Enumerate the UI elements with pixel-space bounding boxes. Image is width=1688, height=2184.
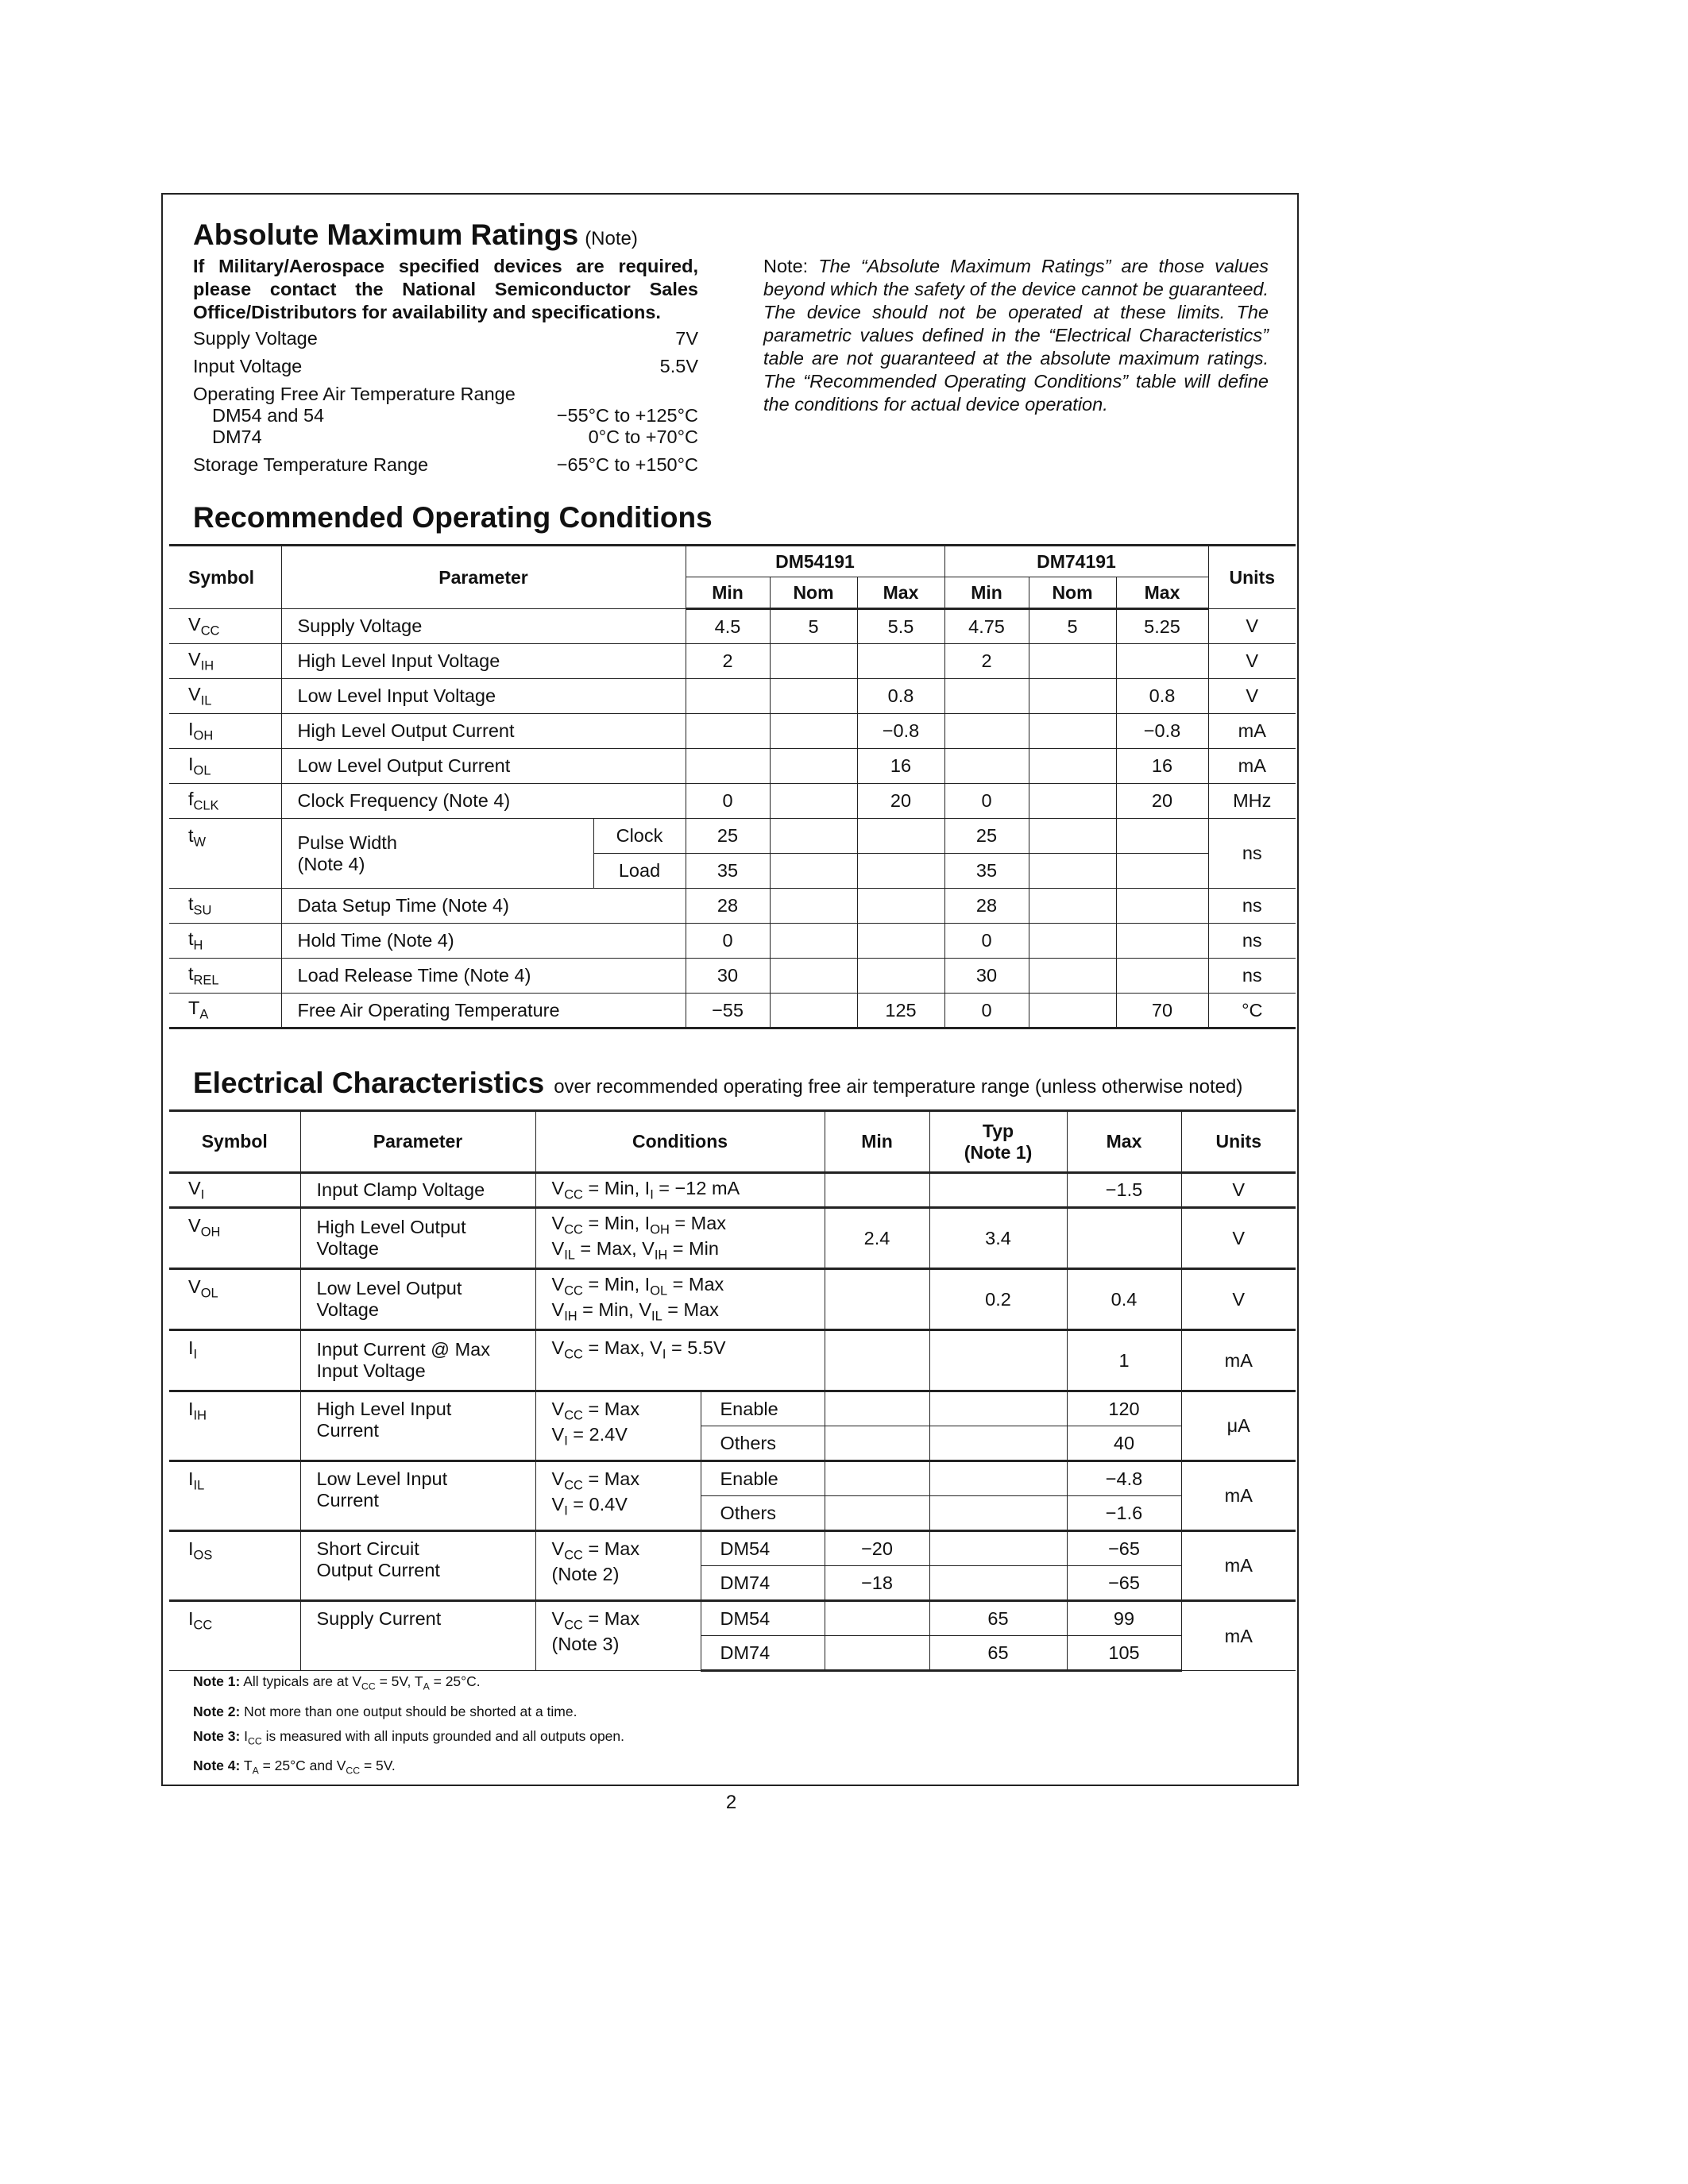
roc-title: Recommended Operating Conditions xyxy=(193,501,713,534)
parameter-cell: Low Level Input Current xyxy=(300,1461,535,1531)
parameter-cell: High Level Output Voltage xyxy=(300,1208,535,1269)
units-cell: μA xyxy=(1181,1391,1296,1461)
table-row xyxy=(169,1461,1296,1496)
min-cell xyxy=(825,1173,929,1208)
value-cell xyxy=(857,959,944,994)
value-cell: 28 xyxy=(686,889,770,924)
amr-title-note: (Note) xyxy=(585,228,638,249)
footnote: Note 2: Not more than one output should be shorted at a time. xyxy=(193,1703,577,1719)
roc-header-units: Units xyxy=(1208,546,1296,609)
max-cell: 120 xyxy=(1067,1391,1181,1426)
symbol-cell: $t_W$ xyxy=(169,819,281,889)
value-cell xyxy=(944,679,1029,714)
symbol-cell: $I_{CC}$ xyxy=(169,1601,300,1671)
min-cell: −18 xyxy=(825,1566,929,1601)
table-row xyxy=(169,1531,1296,1566)
footnote: Note 1: All typicals are at $V_{CC} = 5V$, $T_A = 25^\circ C$. xyxy=(193,1673,481,1692)
roc-header-nom: Nom xyxy=(770,577,857,609)
value-cell xyxy=(1029,889,1116,924)
amr-row: Operating Free Air Temperature Range xyxy=(193,384,516,404)
value-cell xyxy=(686,749,770,784)
value-cell xyxy=(1029,749,1116,784)
amr-row: DM54 and 54 −55°C to +125°C xyxy=(212,405,698,426)
conditions-cell: $V_{CC}$ = Min, $I_{OL}$ = Max $V_{IH}$ = Min, $V_{IL}$ = Max xyxy=(535,1269,825,1330)
value-cell xyxy=(1029,714,1116,749)
parameter-cell: Load Release Time (Note 4) xyxy=(281,959,686,994)
ec-header-conditions: Conditions xyxy=(535,1111,825,1173)
symbol-cell: $t_{SU}$ xyxy=(169,889,281,924)
units-cell: ns xyxy=(1208,889,1296,924)
value-cell xyxy=(1029,854,1116,889)
value-cell: 30 xyxy=(944,959,1029,994)
value-cell xyxy=(770,644,857,679)
value-cell: 20 xyxy=(1116,784,1208,819)
typ-cell xyxy=(929,1391,1067,1426)
max-cell: −65 xyxy=(1067,1531,1181,1566)
value-cell xyxy=(944,714,1029,749)
typ-cell xyxy=(929,1566,1067,1601)
symbol-cell: $I_{IH}$ xyxy=(169,1391,300,1461)
value-cell xyxy=(857,889,944,924)
ec-title-text: Electrical Characteristics xyxy=(193,1067,545,1099)
footnotes xyxy=(193,1669,624,1784)
note-text: The “Absolute Maximum Ratings” are those values beyond which the safety of the device cannot be guaranteed. The device should not be operated at these limits. The parametric values defined in the “Electrical Characteristics” table are not guaranteed at the absolute maximum ratings. The “Recommended Operating Conditions” table will define the conditions for actual device operation. xyxy=(763,256,1269,415)
table-row xyxy=(169,1601,1296,1636)
value-cell: 0 xyxy=(944,924,1029,959)
conditions-cell: $V_{CC}$ = Min, $I_I = -12$ mA xyxy=(535,1173,825,1208)
max-cell: 99 xyxy=(1067,1601,1181,1636)
footnote: Note 3: $I_{CC}$ is measured with all inputs grounded and all outputs open. xyxy=(193,1727,625,1746)
table-row xyxy=(169,994,1296,1028)
symbol-cell: $I_I$ xyxy=(169,1330,300,1391)
table-row xyxy=(169,1208,1296,1269)
value-cell xyxy=(857,644,944,679)
value-cell xyxy=(1116,644,1208,679)
ec-header-typ: Typ (Note 1) xyxy=(929,1111,1067,1173)
min-cell xyxy=(825,1636,929,1671)
sub-condition-cell: DM54 xyxy=(701,1531,825,1566)
units-cell: V xyxy=(1181,1269,1296,1330)
value-cell xyxy=(944,749,1029,784)
value-cell xyxy=(1116,854,1208,889)
symbol-cell: $V_{IH}$ xyxy=(169,644,281,679)
sub-condition-cell: DM74 xyxy=(701,1636,825,1671)
units-cell: °C xyxy=(1208,994,1296,1028)
parameter-cell: Input Current @ Max Input Voltage xyxy=(300,1330,535,1391)
typ-cell xyxy=(929,1426,1067,1461)
table-row xyxy=(169,609,1296,644)
table-row xyxy=(169,784,1296,819)
units-cell: V xyxy=(1208,679,1296,714)
sub-condition-cell: Others xyxy=(701,1426,825,1461)
min-cell xyxy=(825,1269,929,1330)
value-cell xyxy=(1116,959,1208,994)
value-cell xyxy=(770,749,857,784)
typ-cell: 65 xyxy=(929,1601,1067,1636)
page-number: 2 xyxy=(725,1792,737,1813)
roc-header-dm74: DM74191 xyxy=(944,546,1208,577)
value-cell: 0.8 xyxy=(1116,679,1208,714)
table-row xyxy=(169,819,1296,854)
military-note: If Military/Aerospace specified devices are required, please contact the National Semiconductor Sales Office/Distributors for availability and specifications. xyxy=(193,256,698,322)
value-cell xyxy=(1029,994,1116,1028)
datasheet-frame xyxy=(161,193,1299,1786)
units-cell: ns xyxy=(1208,924,1296,959)
parameter-cell: High Level Input Voltage xyxy=(281,644,686,679)
table-row xyxy=(169,714,1296,749)
symbol-cell: $V_{IL}$ xyxy=(169,679,281,714)
typ-cell: 3.4 xyxy=(929,1208,1067,1269)
value-cell: 16 xyxy=(1116,749,1208,784)
min-cell: −20 xyxy=(825,1531,929,1566)
symbol-cell: $V_{OL}$ xyxy=(169,1269,300,1330)
value-cell xyxy=(770,924,857,959)
value-cell: 4.5 xyxy=(686,609,770,644)
table-row xyxy=(169,1269,1296,1330)
parameter-cell: Low Level Output Current xyxy=(281,749,686,784)
symbol-cell: $V_I$ xyxy=(169,1173,300,1208)
roc-header-min: Min xyxy=(944,577,1029,609)
typ-cell xyxy=(929,1461,1067,1496)
value-cell: 25 xyxy=(686,819,770,854)
value-cell: 30 xyxy=(686,959,770,994)
value-cell xyxy=(1116,924,1208,959)
value-cell: 0 xyxy=(686,924,770,959)
parameter-cell: High Level Output Current xyxy=(281,714,686,749)
parameter-cell: Low Level Output Voltage xyxy=(300,1269,535,1330)
table-row xyxy=(169,889,1296,924)
roc-header-nom: Nom xyxy=(1029,577,1116,609)
value-cell: 5 xyxy=(770,609,857,644)
units-cell: V xyxy=(1208,609,1296,644)
value-cell xyxy=(1116,889,1208,924)
typ-cell xyxy=(929,1330,1067,1391)
amr-title xyxy=(193,218,638,252)
min-cell xyxy=(825,1601,929,1636)
value-cell xyxy=(1116,819,1208,854)
min-cell xyxy=(825,1330,929,1391)
max-cell: 1 xyxy=(1067,1330,1181,1391)
max-cell: −4.8 xyxy=(1067,1461,1181,1496)
conditions-cell: $V_{CC}$ = Max (Note 2) xyxy=(535,1531,701,1601)
value-cell xyxy=(686,679,770,714)
ec-header-min: Min xyxy=(825,1111,929,1173)
min-cell: 2.4 xyxy=(825,1208,929,1269)
value-cell: 28 xyxy=(944,889,1029,924)
amr-row: Supply Voltage 7V xyxy=(193,328,698,349)
value-cell: 70 xyxy=(1116,994,1208,1028)
sub-condition-cell: Load xyxy=(593,854,686,889)
symbol-cell: $V_{CC}$ xyxy=(169,609,281,644)
table-row xyxy=(169,644,1296,679)
conditions-cell: $V_{CC}$ = Max $V_I = 2.4V$ xyxy=(535,1391,701,1461)
parameter-cell: Supply Current xyxy=(300,1601,535,1671)
value-cell: 125 xyxy=(857,994,944,1028)
max-cell xyxy=(1067,1208,1181,1269)
sub-condition-cell: Enable xyxy=(701,1461,825,1496)
table-row xyxy=(169,1330,1296,1391)
units-cell: mA xyxy=(1181,1461,1296,1531)
roc-header-max: Max xyxy=(1116,577,1208,609)
symbol-cell: $V_{OH}$ xyxy=(169,1208,300,1269)
value-cell xyxy=(770,854,857,889)
units-cell: mA xyxy=(1208,749,1296,784)
value-cell xyxy=(770,819,857,854)
value-cell: 5 xyxy=(1029,609,1116,644)
conditions-cell: $V_{CC}$ = Min, $I_{OH}$ = Max $V_{IL}$ = Max, $V_{IH}$ = Min xyxy=(535,1208,825,1269)
value-cell xyxy=(686,714,770,749)
value-cell xyxy=(857,924,944,959)
value-cell: 0 xyxy=(944,994,1029,1028)
max-cell: −1.5 xyxy=(1067,1173,1181,1208)
table-row xyxy=(169,749,1296,784)
max-cell: 0.4 xyxy=(1067,1269,1181,1330)
parameter-cell: Clock Frequency (Note 4) xyxy=(281,784,686,819)
value-cell xyxy=(1029,924,1116,959)
value-cell: 20 xyxy=(857,784,944,819)
roc-table xyxy=(169,544,1296,1029)
typ-cell xyxy=(929,1531,1067,1566)
value-cell xyxy=(770,784,857,819)
symbol-cell: $t_H$ xyxy=(169,924,281,959)
table-row xyxy=(169,679,1296,714)
units-cell: ns xyxy=(1208,819,1296,889)
amr-disclaimer-note xyxy=(763,255,1269,416)
parameter-cell: Data Setup Time (Note 4) xyxy=(281,889,686,924)
ec-header-symbol: Symbol xyxy=(169,1111,300,1173)
typ-cell: 0.2 xyxy=(929,1269,1067,1330)
sub-condition-cell: Others xyxy=(701,1496,825,1531)
value-cell: −0.8 xyxy=(1116,714,1208,749)
ec-subtitle: over recommended operating free air temperature range (unless otherwise noted) xyxy=(554,1076,1243,1098)
value-cell: 2 xyxy=(944,644,1029,679)
typ-cell xyxy=(929,1173,1067,1208)
units-cell: V xyxy=(1181,1208,1296,1269)
value-cell xyxy=(770,714,857,749)
value-cell: 0 xyxy=(686,784,770,819)
value-cell: 35 xyxy=(944,854,1029,889)
ec-title xyxy=(193,1067,1242,1100)
value-cell: 16 xyxy=(857,749,944,784)
value-cell xyxy=(1029,784,1116,819)
value-cell xyxy=(770,889,857,924)
roc-header-dm54: DM54191 xyxy=(686,546,944,577)
footnote: Note 4: $T_A = 25^\circ C$ and $V_{CC} = 5V$. xyxy=(193,1758,396,1777)
amr-row: Input Voltage 5.5V xyxy=(193,356,698,376)
typ-cell: 65 xyxy=(929,1636,1067,1671)
min-cell xyxy=(825,1426,929,1461)
table-row xyxy=(169,1173,1296,1208)
parameter-cell: Hold Time (Note 4) xyxy=(281,924,686,959)
symbol-cell: $I_{OL}$ xyxy=(169,749,281,784)
max-cell: −1.6 xyxy=(1067,1496,1181,1531)
parameter-cell: Input Clamp Voltage xyxy=(300,1173,535,1208)
amr-title-text: Absolute Maximum Ratings xyxy=(193,218,579,251)
roc-header-min: Min xyxy=(686,577,770,609)
value-cell: −0.8 xyxy=(857,714,944,749)
value-cell: 2 xyxy=(686,644,770,679)
symbol-cell: $I_{OH}$ xyxy=(169,714,281,749)
parameter-cell: Supply Voltage xyxy=(281,609,686,644)
note-prefix: Note: xyxy=(763,256,809,276)
symbol-cell: $T_A$ xyxy=(169,994,281,1028)
sub-condition-cell: DM54 xyxy=(701,1601,825,1636)
amr-row: DM74 0°C to +70°C xyxy=(212,426,698,447)
value-cell xyxy=(1029,679,1116,714)
value-cell: 35 xyxy=(686,854,770,889)
value-cell xyxy=(1029,819,1116,854)
table-row xyxy=(169,1391,1296,1426)
value-cell xyxy=(1029,644,1116,679)
typ-cell xyxy=(929,1496,1067,1531)
roc-header-parameter: Parameter xyxy=(281,546,686,609)
value-cell: 5.25 xyxy=(1116,609,1208,644)
amr-ratings-list xyxy=(193,328,698,476)
roc-header-max: Max xyxy=(857,577,944,609)
value-cell xyxy=(770,994,857,1028)
units-cell: V xyxy=(1181,1173,1296,1208)
conditions-cell: $V_{CC}$ = Max (Note 3) xyxy=(535,1601,701,1671)
ec-header-parameter: Parameter xyxy=(300,1111,535,1173)
units-cell: mA xyxy=(1181,1330,1296,1391)
units-cell: V xyxy=(1208,644,1296,679)
parameter-cell: Free Air Operating Temperature xyxy=(281,994,686,1028)
sub-condition-cell: DM74 xyxy=(701,1566,825,1601)
max-cell: −65 xyxy=(1067,1566,1181,1601)
sub-condition-cell: Clock xyxy=(593,819,686,854)
ec-header-max: Max xyxy=(1067,1111,1181,1173)
value-cell: −55 xyxy=(686,994,770,1028)
value-cell xyxy=(770,959,857,994)
parameter-cell: Low Level Input Voltage xyxy=(281,679,686,714)
min-cell xyxy=(825,1391,929,1426)
conditions-cell: $V_{CC}$ = Max $V_I = 0.4V$ xyxy=(535,1461,701,1531)
parameter-cell: Short Circuit Output Current xyxy=(300,1531,535,1601)
units-cell: MHz xyxy=(1208,784,1296,819)
symbol-cell: $f_{CLK}$ xyxy=(169,784,281,819)
ec-table xyxy=(169,1109,1296,1672)
max-cell: 40 xyxy=(1067,1426,1181,1461)
units-cell: mA xyxy=(1181,1601,1296,1671)
symbol-cell: $I_{IL}$ xyxy=(169,1461,300,1531)
table-row xyxy=(169,924,1296,959)
table-row xyxy=(169,959,1296,994)
value-cell: 4.75 xyxy=(944,609,1029,644)
units-cell: mA xyxy=(1181,1531,1296,1601)
ec-header-units: Units xyxy=(1181,1111,1296,1173)
sub-condition-cell: Enable xyxy=(701,1391,825,1426)
value-cell xyxy=(1029,959,1116,994)
min-cell xyxy=(825,1496,929,1531)
value-cell: 25 xyxy=(944,819,1029,854)
value-cell xyxy=(857,819,944,854)
units-cell: mA xyxy=(1208,714,1296,749)
max-cell: 105 xyxy=(1067,1636,1181,1671)
value-cell xyxy=(857,854,944,889)
value-cell: 5.5 xyxy=(857,609,944,644)
conditions-cell: $V_{CC}$ = Max, $V_I = 5.5V$ xyxy=(535,1330,825,1391)
parameter-cell: High Level Input Current xyxy=(300,1391,535,1461)
value-cell: 0 xyxy=(944,784,1029,819)
min-cell xyxy=(825,1461,929,1496)
symbol-cell: $t_{REL}$ xyxy=(169,959,281,994)
units-cell: ns xyxy=(1208,959,1296,994)
parameter-cell: Pulse Width (Note 4) xyxy=(281,819,593,889)
amr-row: Storage Temperature Range −65°C to +150°C xyxy=(193,454,698,475)
value-cell: 0.8 xyxy=(857,679,944,714)
symbol-cell: $I_{OS}$ xyxy=(169,1531,300,1601)
roc-header-symbol: Symbol xyxy=(169,546,281,609)
value-cell xyxy=(770,679,857,714)
